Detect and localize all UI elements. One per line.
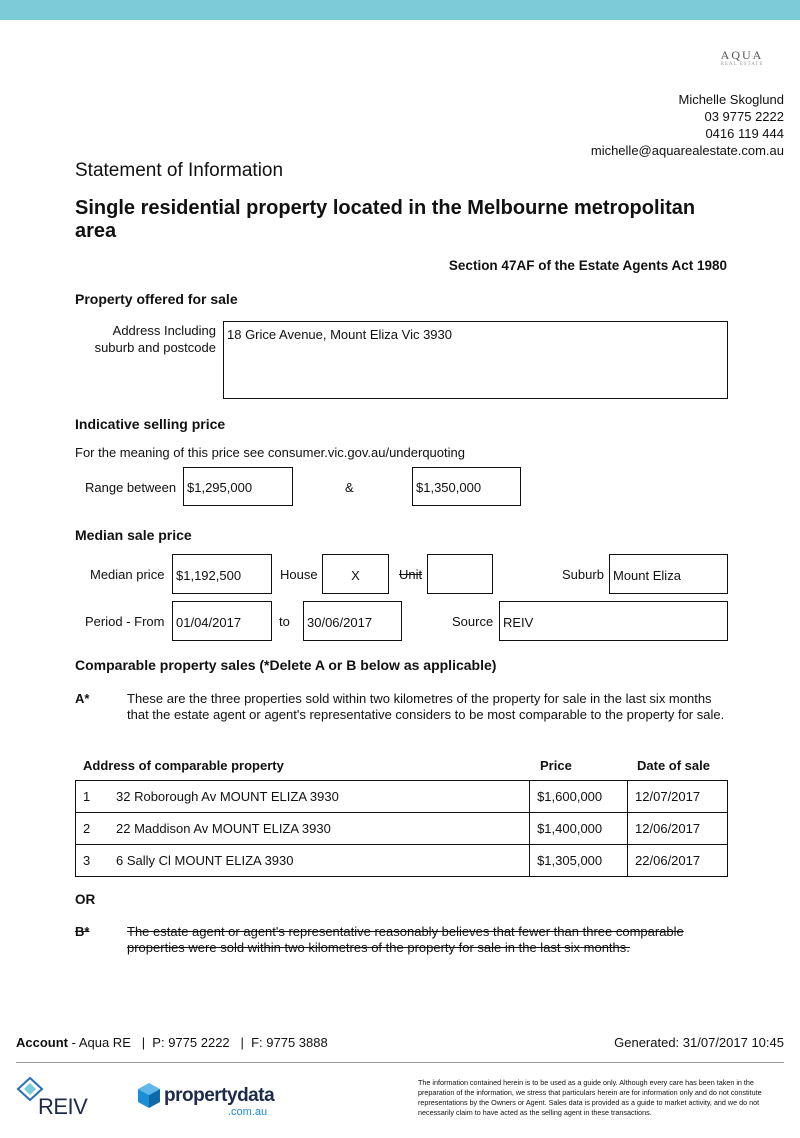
property-heading: Property offered for sale — [75, 291, 238, 307]
comparable-address: 1 32 Roborough Av MOUNT ELIZA 3930 — [76, 781, 530, 813]
comparable-table — [75, 780, 728, 877]
comparable-heading: Comparable property sales (*Delete A or B below as applicable) — [75, 657, 497, 673]
reiv-logo: REIV — [16, 1076, 96, 1120]
statement-heading: Statement of Information — [75, 160, 284, 181]
price-high-field[interactable]: $1,350,000 — [412, 467, 521, 506]
comparable-price: $1,600,000 — [530, 781, 628, 813]
col-address-header: Address of comparable property — [83, 758, 284, 773]
option-b-text: The estate agent or agent's representative reasonably believes that fewer than three comparable properties were sold within two kilometres of the property for sale in the last six months. — [127, 924, 684, 955]
or-separator: OR — [75, 892, 96, 907]
source-label: Source — [452, 614, 494, 629]
median-price-field[interactable]: $1,192,500 — [172, 554, 272, 594]
period-from-field[interactable]: 01/04/2017 — [172, 601, 272, 641]
period-to-field[interactable]: 30/06/2017 — [303, 601, 402, 641]
col-date-header: Date of sale — [637, 758, 710, 773]
agent-email: michelle@aquarealestate.com.au — [590, 143, 784, 158]
median-price-label: Median price — [90, 567, 165, 582]
suburb-label: Suburb — [562, 567, 604, 582]
comparable-price: $1,400,000 — [530, 813, 628, 845]
option-a-text: These are the three properties sold within two kilometres of the property for sale in the last six months that the estate agent or agent's representative considers to be most comparable to the property for sale. — [127, 691, 725, 722]
indicative-heading: Indicative selling price — [75, 416, 226, 432]
act-reference: Section 47AF of the Estate Agents Act 1980 — [448, 258, 727, 273]
account-info — [16, 1035, 328, 1050]
indicative-meaning: For the meaning of this price see consumer.vic.gov.au/underquoting — [75, 445, 465, 460]
agent-phone-mobile: 0416 119 444 — [705, 126, 784, 141]
house-label: House — [280, 567, 318, 582]
address-field[interactable]: 18 Grice Avenue, Mount Eliza Vic 3930 — [223, 321, 728, 399]
agent-name: Michelle Skoglund — [678, 92, 784, 107]
comparable-address: 3 6 Sally Cl MOUNT ELIZA 3930 — [76, 845, 530, 877]
table-row — [76, 781, 728, 813]
unit-field[interactable] — [427, 554, 493, 594]
comparable-price: $1,305,000 — [530, 845, 628, 877]
disclaimer-text: The information contained herein is to be used as a guide only. Although every care has been taken in the preparation of the information, we stress that particulars herein are for information only and do not constitute representations by the Owners or Agent. Sales data is provided as a guide to market activity, and we do not necessarily claim to have acted as the selling agent in these transactions. — [418, 1078, 762, 1117]
house-field[interactable]: X — [322, 554, 389, 594]
range-label: Range between — [85, 480, 177, 495]
address-label: Address Including suburb and postcode — [94, 323, 216, 355]
comparable-date: 12/06/2017 — [628, 813, 728, 845]
account-label: Account — [16, 1035, 68, 1050]
agent-contact — [591, 91, 784, 159]
agent-phone-office: 03 9775 2222 — [704, 109, 784, 124]
col-price-header: Price — [540, 758, 572, 773]
option-b-marker: B* — [75, 924, 90, 939]
price-low-field[interactable]: $1,295,000 — [183, 467, 293, 506]
propertydata-cube-icon — [136, 1082, 162, 1110]
aqua-logo: AQUA REAL ESTATE — [720, 48, 764, 67]
period-label: Period - From — [85, 614, 165, 629]
propertydata-logo: propertydata .com.au — [136, 1082, 296, 1122]
period-to-label: to — [279, 614, 290, 629]
comparable-date: 12/07/2017 — [628, 781, 728, 813]
top-color-bar — [0, 0, 800, 20]
generated-timestamp: Generated: 31/07/2017 10:45 — [614, 1035, 784, 1050]
document-title: Single residential property located in the Melbourne metropolitan area — [75, 197, 696, 242]
comparable-address: 2 22 Maddison Av MOUNT ELIZA 3930 — [76, 813, 530, 845]
option-a-marker: A* — [75, 691, 90, 706]
range-ampersand: & — [345, 480, 354, 495]
comparable-date: 22/06/2017 — [628, 845, 728, 877]
footer-divider — [16, 1062, 784, 1063]
table-row — [76, 813, 728, 845]
suburb-field[interactable]: Mount Eliza — [609, 554, 728, 594]
median-heading: Median sale price — [75, 527, 192, 543]
table-row — [76, 845, 728, 877]
source-field[interactable]: REIV — [499, 601, 728, 641]
account-details: - Aqua RE | P: 9775 2222 | F: 9775 3888 — [68, 1035, 328, 1050]
unit-label: Unit — [399, 567, 423, 582]
